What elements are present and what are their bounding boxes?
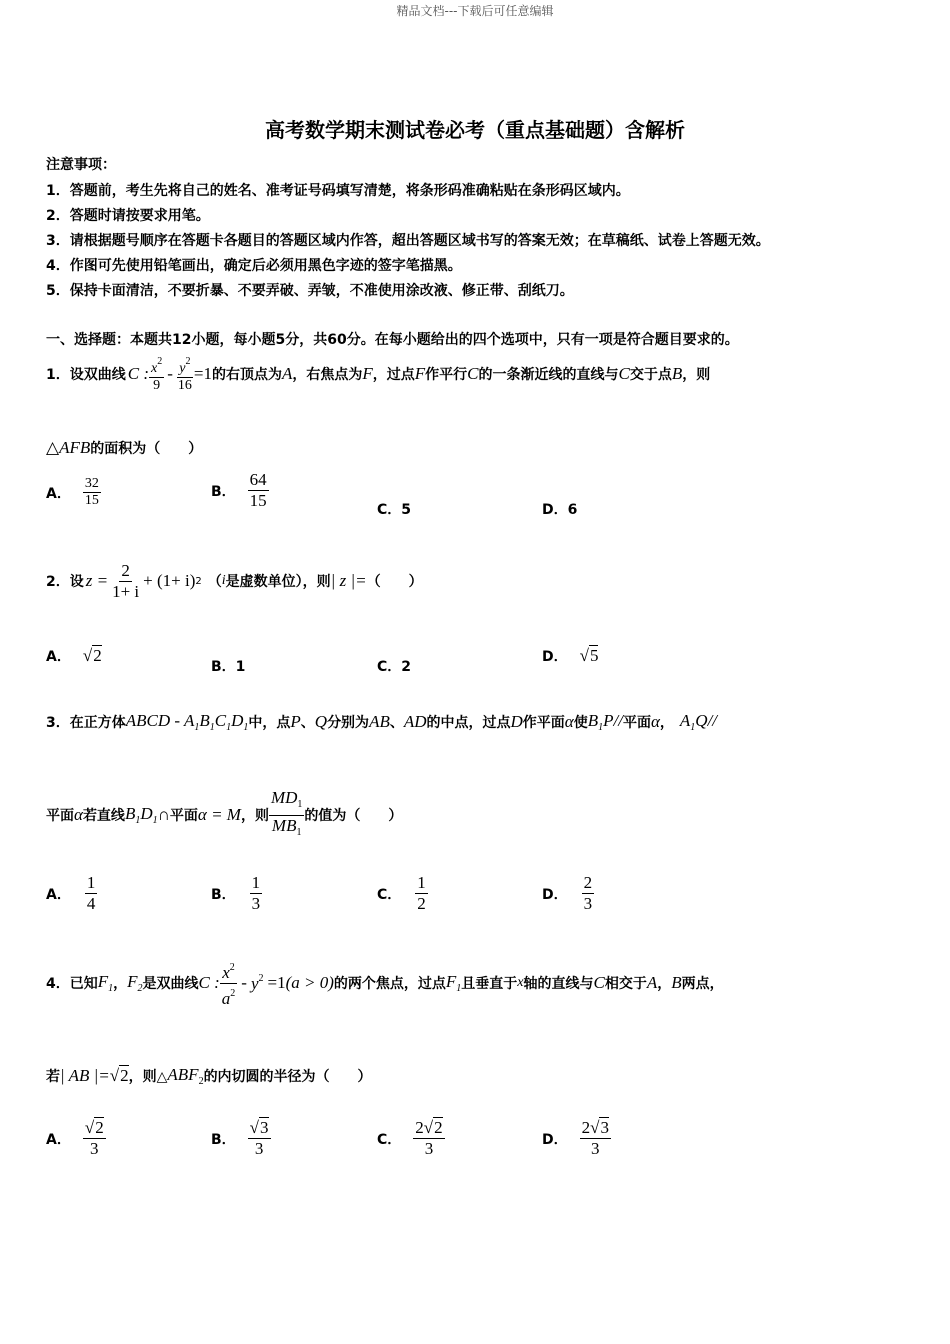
math-expr: + (1+ i) bbox=[143, 571, 196, 590]
math-expr: C bbox=[593, 973, 605, 992]
question-text: ，则 bbox=[240, 808, 269, 824]
math-expr: B bbox=[587, 711, 599, 730]
math-expr: y bbox=[250, 973, 259, 993]
math-fraction: $\frac{MD_1}{MB_1}$ bbox=[270, 787, 303, 838]
math-fraction bbox=[83, 476, 101, 509]
math-expr: 3 bbox=[583, 894, 593, 913]
math-fraction bbox=[85, 873, 98, 914]
math-fraction bbox=[110, 561, 141, 602]
section-heading: 一、选择题：本题共12小题，每小题5分，共60分。在每小题给出的四个选项中，只有一项是符合题目要求的。 bbox=[46, 332, 739, 348]
option-b[interactable] bbox=[211, 873, 262, 914]
math-fraction: $\frac{y^2}{16}$ bbox=[177, 356, 192, 393]
math-fraction bbox=[415, 873, 428, 914]
question-text: 是虚数单位），则 bbox=[225, 574, 331, 590]
notice-heading: 注意事项： bbox=[46, 157, 116, 173]
option-c[interactable]: C．2 bbox=[377, 659, 412, 675]
math-expr: $B_1D_1$ bbox=[124, 804, 158, 826]
math-expr: 5 bbox=[589, 646, 599, 665]
math-expr: 1 bbox=[417, 873, 426, 892]
option-c[interactable]: C．5 bbox=[377, 502, 412, 518]
notice-item: 2．答题时请按要求用笔。 bbox=[46, 208, 210, 224]
math-expr: x bbox=[151, 361, 158, 376]
math-expr: 15 bbox=[249, 491, 267, 510]
math-expr: =1 bbox=[267, 973, 286, 992]
question-text: ，右焦点为 bbox=[292, 367, 363, 383]
math-expr: 2 bbox=[434, 1118, 443, 1137]
notice-item: 3．请根据题号顺序在答题卡各题目的答题区域内作答，超出答题区域书写的答案无效；在草稿纸、试卷上答题无效。 bbox=[46, 233, 770, 249]
math-expr: Q bbox=[314, 712, 328, 731]
option-label: A． bbox=[46, 886, 71, 903]
question-text: 是双曲线 bbox=[142, 976, 199, 992]
math-expr: 3 bbox=[424, 1139, 434, 1158]
question-text: 相交于 bbox=[604, 976, 647, 992]
question-text: （ ） bbox=[366, 574, 423, 590]
question-text: 的面积为（ ） bbox=[90, 441, 203, 457]
math-expr: 1+ i bbox=[112, 581, 140, 601]
math-fraction: $\frac{x^2}{a^2}$ bbox=[220, 958, 238, 1009]
question-text: 、 bbox=[300, 715, 315, 731]
page-header: 精品文档---下载后可任意编辑 bbox=[396, 4, 554, 18]
math-expr: C : bbox=[198, 973, 220, 992]
math-expr: F bbox=[127, 972, 138, 991]
math-expr: 2 bbox=[93, 646, 102, 665]
math-expr: 4 bbox=[86, 894, 96, 913]
math-expr: 3 bbox=[90, 1139, 99, 1158]
math-expr: 2 bbox=[95, 1118, 104, 1137]
math-expr: 2 bbox=[417, 894, 426, 913]
option-a[interactable] bbox=[46, 646, 102, 666]
math-expr: 2 bbox=[121, 560, 130, 580]
math-expr: A bbox=[679, 711, 691, 730]
question-text: 作平面 bbox=[522, 715, 565, 731]
math-expr: $F_2$ bbox=[127, 972, 143, 994]
option-a[interactable] bbox=[46, 1118, 106, 1159]
math-expr: $B_1P//$ bbox=[587, 711, 623, 733]
math-expr: 3 bbox=[251, 894, 261, 913]
math-expr: - bbox=[167, 364, 173, 383]
question-2 bbox=[46, 556, 423, 606]
question-text: 的值为（ ） bbox=[304, 808, 403, 824]
question-text: 中，点 bbox=[248, 715, 291, 731]
option-c[interactable] bbox=[377, 873, 428, 914]
option-label: A． bbox=[46, 485, 71, 502]
question-text: 3．在正方体 bbox=[46, 715, 126, 731]
math-expr: ABF bbox=[167, 1065, 199, 1084]
page-title: 高考数学期末测试卷必考（重点基础题）含解析 bbox=[265, 118, 685, 142]
math-expr: $F_1$ bbox=[97, 972, 114, 994]
math-expr: α = M bbox=[197, 805, 241, 824]
sqrt-expr: √2 bbox=[82, 646, 102, 665]
math-expr: a bbox=[221, 988, 231, 1008]
question-text: 交于点 bbox=[629, 367, 672, 383]
math-expr: A bbox=[281, 364, 293, 383]
option-d[interactable] bbox=[542, 646, 598, 666]
option-label: D． bbox=[542, 886, 568, 903]
math-expr: B bbox=[124, 804, 136, 823]
math-expr: B bbox=[671, 364, 683, 383]
question-text: ，则 bbox=[682, 367, 711, 383]
math-expr: ABCD - $A_1B_1C_1D_1$ bbox=[125, 711, 249, 733]
math-fraction: $\frac{√2}{3}$ bbox=[84, 1118, 104, 1158]
question-text: 作平行 bbox=[425, 367, 468, 383]
math-expr: - bbox=[241, 973, 247, 992]
math-expr: △AFB bbox=[46, 438, 91, 457]
math-expr: C bbox=[618, 364, 630, 383]
option-label: D． bbox=[542, 649, 568, 665]
math-expr: | AB |= bbox=[60, 1066, 110, 1085]
math-expr: =1 bbox=[193, 364, 212, 383]
question-text: ， bbox=[113, 976, 128, 992]
math-fraction: $\frac{x^2}{9}$ bbox=[151, 356, 163, 393]
math-expr: C bbox=[467, 364, 479, 383]
option-label: A． bbox=[46, 1131, 71, 1148]
question-text: 使 bbox=[573, 715, 588, 731]
math-fraction bbox=[582, 873, 595, 914]
math-expr: F bbox=[414, 364, 426, 383]
math-expr: P bbox=[290, 712, 301, 731]
math-expr: $y^2$ bbox=[250, 972, 264, 993]
math-expr: 2 bbox=[120, 1066, 129, 1085]
option-label: B． bbox=[211, 483, 236, 500]
question-3 bbox=[46, 702, 717, 742]
option-b[interactable]: B．1 bbox=[211, 659, 246, 675]
math-expr: ∩ bbox=[157, 805, 170, 824]
math-expr: 3 bbox=[600, 1118, 609, 1137]
math-expr: $F_1$ bbox=[445, 972, 462, 994]
option-label: B． bbox=[211, 1131, 236, 1148]
math-expr: 2 bbox=[195, 575, 202, 587]
question-text: ，过点 bbox=[372, 367, 415, 383]
math-expr: y bbox=[179, 361, 186, 376]
question-3-cont bbox=[46, 787, 403, 840]
option-b[interactable] bbox=[211, 470, 269, 511]
math-expr: α bbox=[650, 712, 660, 731]
question-text: 若 bbox=[46, 1069, 60, 1085]
math-expr: α bbox=[564, 712, 574, 731]
question-text: ， bbox=[657, 976, 672, 992]
sqrt-expr: √2 bbox=[109, 1066, 129, 1085]
math-expr: ABCD - A bbox=[125, 711, 195, 730]
math-expr: 2 bbox=[581, 1118, 591, 1137]
math-fraction bbox=[250, 873, 263, 914]
question-text: 的中点，过点 bbox=[426, 715, 511, 731]
math-expr: MD bbox=[270, 787, 298, 807]
question-text: 平面 bbox=[46, 808, 74, 824]
question-text: （ bbox=[207, 574, 222, 590]
question-text: 平面 bbox=[169, 808, 198, 824]
question-text: 、 bbox=[389, 715, 404, 731]
question-text: 若直线 bbox=[82, 808, 125, 824]
option-label: D． bbox=[542, 1131, 568, 1148]
math-fraction: $\frac{2√2}{3}$ bbox=[415, 1118, 443, 1158]
math-expr: | z |= bbox=[330, 571, 367, 590]
math-expr: i bbox=[221, 573, 226, 588]
math-expr: $ABF_2$ bbox=[167, 1065, 204, 1087]
notice-item: 1．答题前，考生先将自己的姓名、准考证号码填写清楚，将条形码准确粘贴在条形码区域内。 bbox=[46, 183, 630, 199]
math-expr: C : bbox=[127, 364, 149, 383]
math-expr: 9 bbox=[153, 378, 161, 393]
option-label: B． bbox=[211, 886, 236, 903]
question-text: 1．设双曲线 bbox=[46, 367, 126, 383]
math-expr: (a > 0) bbox=[285, 973, 334, 992]
question-text: ，则△ bbox=[128, 1069, 168, 1085]
math-expr: 2 bbox=[415, 1118, 424, 1137]
math-expr: 3 bbox=[254, 1139, 264, 1158]
question-4 bbox=[46, 958, 724, 1008]
math-expr: α bbox=[74, 805, 83, 824]
question-text: 2．设 bbox=[46, 574, 84, 590]
option-b[interactable] bbox=[211, 1118, 271, 1159]
question-text: 轴的直线与 bbox=[523, 976, 594, 992]
math-expr: F bbox=[362, 364, 373, 383]
notice-item: 5．保持卡面清洁，不要折暴、不要弄破、弄皱，不准使用涂改液、修正带、刮纸刀。 bbox=[46, 283, 574, 299]
math-expr: x bbox=[517, 975, 524, 990]
math-expr: 16 bbox=[177, 378, 192, 393]
math-fraction: $\frac{2√3}{3}$ bbox=[581, 1118, 609, 1158]
math-expr: 3 bbox=[260, 1118, 269, 1137]
math-expr: x bbox=[222, 962, 230, 982]
option-d[interactable]: D．6 bbox=[542, 502, 578, 518]
question-text: 平面 bbox=[622, 715, 651, 731]
option-d[interactable] bbox=[542, 1118, 611, 1159]
math-expr: F bbox=[97, 972, 109, 991]
question-1 bbox=[46, 352, 710, 396]
question-text: 且垂直于 bbox=[461, 976, 518, 992]
math-expr: 1 bbox=[251, 873, 261, 892]
math-expr: MB bbox=[271, 815, 297, 835]
question-text: 的右顶点为 bbox=[211, 367, 282, 383]
math-expr: D bbox=[510, 712, 523, 731]
math-expr: F bbox=[445, 972, 457, 991]
math-expr: 3 bbox=[591, 1139, 600, 1158]
question-4-cont bbox=[46, 1058, 372, 1094]
question-text: 的内切圆的半径为（ ） bbox=[203, 1069, 372, 1085]
option-c[interactable] bbox=[377, 1118, 445, 1159]
question-text: 分别为 bbox=[327, 715, 370, 731]
option-label: A． bbox=[46, 649, 71, 665]
math-expr: A bbox=[646, 973, 658, 992]
question-text: 的一条渐近线的直线与 bbox=[478, 367, 619, 383]
math-fraction: $\frac{√3}{3}$ bbox=[249, 1118, 269, 1158]
question-text: 两点， bbox=[681, 976, 724, 992]
option-a[interactable] bbox=[46, 873, 97, 914]
question-text: ， bbox=[659, 715, 674, 731]
math-expr: z = bbox=[85, 571, 109, 590]
math-expr: $A_1Q//$ bbox=[679, 711, 718, 733]
math-expr: 15 bbox=[84, 493, 99, 508]
math-expr: 1 bbox=[86, 873, 96, 892]
question-1-cont bbox=[46, 438, 202, 458]
math-expr: 2 bbox=[583, 873, 593, 892]
math-expr: AB bbox=[369, 712, 390, 731]
question-text: 的两个焦点，过点 bbox=[333, 976, 446, 992]
math-expr: 64 bbox=[249, 470, 267, 489]
option-a[interactable] bbox=[46, 476, 101, 509]
math-fraction bbox=[248, 470, 269, 511]
math-expr: 32 bbox=[84, 476, 99, 491]
option-label: C． bbox=[377, 1131, 402, 1148]
question-text: 4．已知 bbox=[46, 976, 98, 992]
math-expr: AD bbox=[403, 712, 427, 731]
notice-item: 4．作图可先使用铅笔画出，确定后必须用黑色字迹的签字笔描黑。 bbox=[46, 258, 462, 274]
sqrt-expr: √5 bbox=[579, 646, 599, 665]
math-expr: B bbox=[671, 973, 682, 992]
option-label: C． bbox=[377, 886, 402, 903]
option-d[interactable] bbox=[542, 873, 594, 914]
